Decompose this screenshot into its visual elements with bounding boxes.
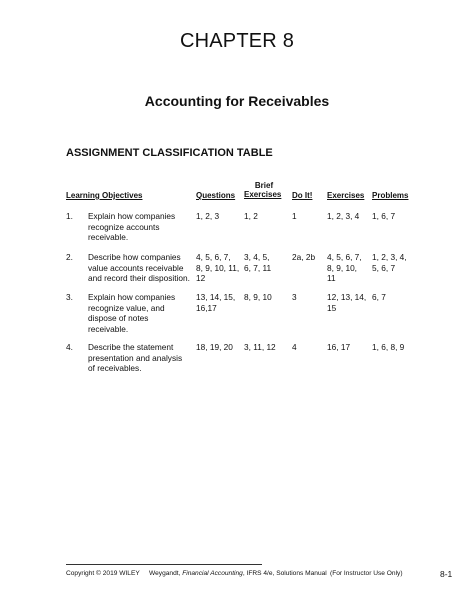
header-brief-exercises: Brief Exercises	[244, 181, 282, 199]
brief-exercises-cell: 8, 9, 10	[244, 292, 272, 302]
section-heading: ASSIGNMENT CLASSIFICATION TABLE	[66, 147, 273, 159]
objective-number: 2.	[66, 252, 73, 262]
problems-cell: 6, 7	[372, 292, 386, 302]
footer-edition: , IFRS 4/e, Solutions Manual	[242, 570, 327, 577]
objective-number: 3.	[66, 292, 73, 302]
brief-exercises-cell: 3, 4, 5, 6, 7, 11	[244, 252, 272, 273]
objective-text: Explain how companies recognize accounts receivable.	[88, 211, 176, 242]
footer-book-citation	[149, 570, 327, 577]
brief-exercises-cell: 1, 2	[244, 211, 258, 221]
do-it-cell: 2a, 2b	[292, 252, 316, 262]
problems-cell: 1, 2, 3, 4, 5, 6, 7	[372, 252, 407, 273]
table-header	[0, 181, 474, 203]
brief-exercises-cell: 3, 11, 12	[244, 342, 276, 352]
questions-cell: 18, 19, 20	[196, 342, 233, 352]
header-questions: Questions	[196, 191, 236, 200]
exercises-cell: 16, 17	[327, 342, 351, 352]
questions-cell: 13, 14, 15, 16,17	[196, 292, 236, 313]
header-do-it: Do It!	[292, 191, 313, 200]
objective-number: 1.	[66, 211, 73, 221]
objective-text: Describe the statement presentation and analysis of receivables.	[88, 342, 183, 373]
footer-divider	[66, 564, 262, 565]
footer-usage-note: (For Instructor Use Only)	[330, 570, 403, 577]
problems-cell: 1, 6, 7	[372, 211, 396, 221]
do-it-cell: 4	[292, 342, 297, 352]
page-number: 8-1	[440, 569, 453, 579]
do-it-cell: 3	[292, 292, 297, 302]
exercises-cell: 12, 13, 14, 15	[327, 292, 367, 313]
exercises-cell: 1, 2, 3, 4	[327, 211, 360, 221]
chapter-title: CHAPTER 8	[179, 30, 295, 52]
questions-cell: 4, 5, 6, 7, 8, 9, 10, 11, 12	[196, 252, 240, 283]
footer-book-title: Financial Accounting	[182, 570, 243, 577]
objective-number: 4.	[66, 342, 73, 352]
do-it-cell: 1	[292, 211, 297, 221]
exercises-cell: 4, 5, 6, 7, 8, 9, 10, 11	[327, 252, 362, 283]
chapter-subtitle: Accounting for Receivables	[144, 93, 330, 109]
header-problems: Problems	[372, 191, 409, 200]
problems-cell: 1, 6, 8, 9	[372, 342, 405, 352]
header-exercises: Exercises	[327, 191, 365, 200]
header-learning-objectives: Learning Objectives	[66, 191, 143, 200]
footer-copyright: Copyright © 2019 WILEY	[66, 570, 140, 577]
objective-text: Explain how companies recognize value, and dispose of notes receivable.	[88, 292, 176, 334]
questions-cell: 1, 2, 3	[196, 211, 220, 221]
objective-text: Describe how companies value accounts receivable and record their disposition.	[88, 252, 190, 283]
footer-author: Weygandt,	[149, 570, 183, 577]
